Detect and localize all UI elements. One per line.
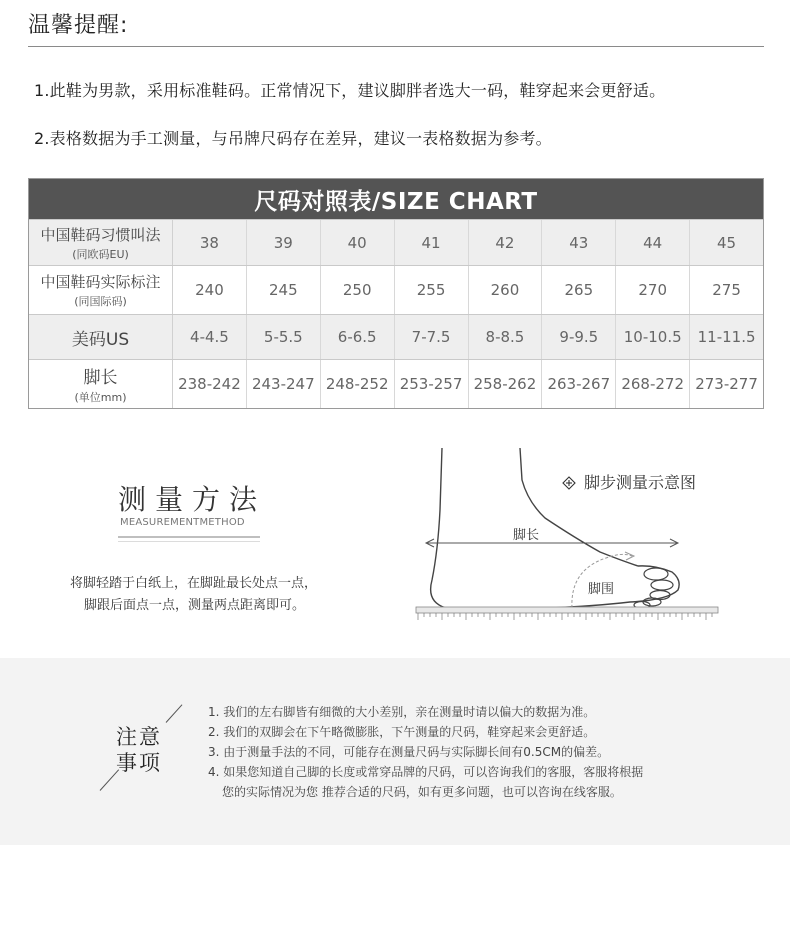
table-cell: 9-9.5	[542, 315, 616, 359]
table-cell: 10-10.5	[616, 315, 690, 359]
row-header	[29, 266, 173, 314]
row-sublabel: (同国际码)	[74, 295, 127, 308]
table-cell: 275	[712, 281, 741, 299]
tip-line-2: 2.表格数据为手工测量，与吊牌尺码存在差异，建议一表格数据为参考。	[34, 129, 552, 148]
table-cell: 11-11.5	[697, 328, 756, 346]
method-subtitle: MEASUREMENTMETHOD	[120, 517, 245, 528]
table-row-us	[29, 314, 763, 359]
row-sublabel: (单位mm)	[74, 391, 127, 404]
table-cell: 240	[173, 266, 247, 314]
table-cell: 260	[469, 266, 543, 314]
table-cell: 44	[616, 220, 690, 265]
table-cell: 258-262	[469, 360, 543, 408]
diagram-caption-text: 脚步测量示意图	[584, 473, 697, 492]
table-cell: 40	[321, 220, 395, 265]
row-label: 美码US	[71, 329, 130, 350]
method-title: 测量方法	[118, 483, 267, 516]
foot-girth-label: 脚围	[588, 582, 615, 597]
table-cell: 42	[469, 220, 543, 265]
diamond-plus-icon	[562, 476, 576, 490]
foot-length-label: 脚长	[513, 528, 540, 543]
size-chart-title: 尺码对照表/SIZE CHART	[29, 179, 763, 219]
note-item-4: 4. 如果您知道自己脚的长度或常穿品牌的尺码，可以咨询我们的客服，客服将根据	[208, 765, 644, 779]
table-cell: 263-267	[542, 360, 616, 408]
notes-title	[116, 724, 162, 776]
table-cell: 253-257	[395, 360, 469, 408]
row-header	[29, 360, 173, 408]
diagram-caption	[562, 470, 696, 493]
table-cell: 38	[173, 220, 247, 265]
row-header	[29, 220, 173, 265]
table-cell: 41	[395, 220, 469, 265]
notes-title-line-2: 事项	[116, 751, 162, 775]
table-cell: 245	[247, 266, 321, 314]
table-row-foot-length	[29, 359, 763, 408]
foot-measurement-diagram	[410, 440, 730, 630]
table-cell: 250	[321, 266, 395, 314]
table-cell: 6-6.5	[321, 315, 395, 359]
table-cell: 45	[717, 233, 737, 252]
page-title: 温馨提醒:	[28, 13, 129, 38]
row-header	[29, 315, 173, 359]
table-cell: 268-272	[616, 360, 690, 408]
table-cell: 8-8.5	[469, 315, 543, 359]
table-cell: 255	[395, 266, 469, 314]
table-cell: 265	[542, 266, 616, 314]
row-label: 脚长	[83, 368, 118, 388]
note-item-3: 3. 由于测量手法的不同，可能存在测量尺码与实际脚长间有0.5CM的偏差。	[208, 745, 610, 759]
title-divider	[28, 46, 764, 47]
method-divider-thin	[118, 541, 260, 542]
ruler-ticks	[418, 613, 712, 620]
notes-title-line-1: 注意	[116, 725, 162, 749]
tip-line-1: 1.此鞋为男款，采用标准鞋码。正常情况下，建议脚胖者选大一码，鞋穿起来会更舒适。	[34, 81, 666, 100]
method-instruction-1: 将脚轻踏于白纸上，在脚趾最长处点一点，	[70, 576, 318, 591]
table-cell: 7-7.5	[395, 315, 469, 359]
table-cell: 270	[616, 266, 690, 314]
table-cell: 5-5.5	[247, 315, 321, 359]
table-cell: 39	[247, 220, 321, 265]
table-cell: 243-247	[247, 360, 321, 408]
ruler	[416, 607, 718, 613]
toes	[634, 568, 673, 609]
table-cell: 248-252	[321, 360, 395, 408]
table-cell: 43	[542, 220, 616, 265]
table-cell: 273-277	[695, 375, 758, 393]
note-item-4-continued: 您的实际情况为您 推荐合适的尺码，如有更多问题，也可以咨询在线客服。	[222, 785, 622, 799]
size-chart-table	[28, 178, 764, 409]
table-row-eu	[29, 219, 763, 265]
method-instruction-2: 脚跟后面点一点，测量两点距离即可。	[84, 598, 306, 613]
girth-arrow	[625, 552, 634, 560]
note-item-1: 1. 我们的左右脚皆有细微的大小差别，亲在测量时请以偏大的数据为准。	[208, 705, 596, 719]
row-label: 中国鞋码实际标注	[40, 273, 161, 291]
table-row-cn	[29, 265, 763, 314]
method-divider	[118, 536, 260, 538]
table-cell: 4-4.5	[173, 315, 247, 359]
table-cell: 238-242	[173, 360, 247, 408]
row-label: 中国鞋码习惯叫法	[40, 225, 161, 244]
note-item-2: 2. 我们的双脚会在下午略微膨胀，下午测量的尺码，鞋穿起来会更舒适。	[208, 725, 596, 739]
row-sublabel: (同欧码EU)	[72, 247, 129, 261]
